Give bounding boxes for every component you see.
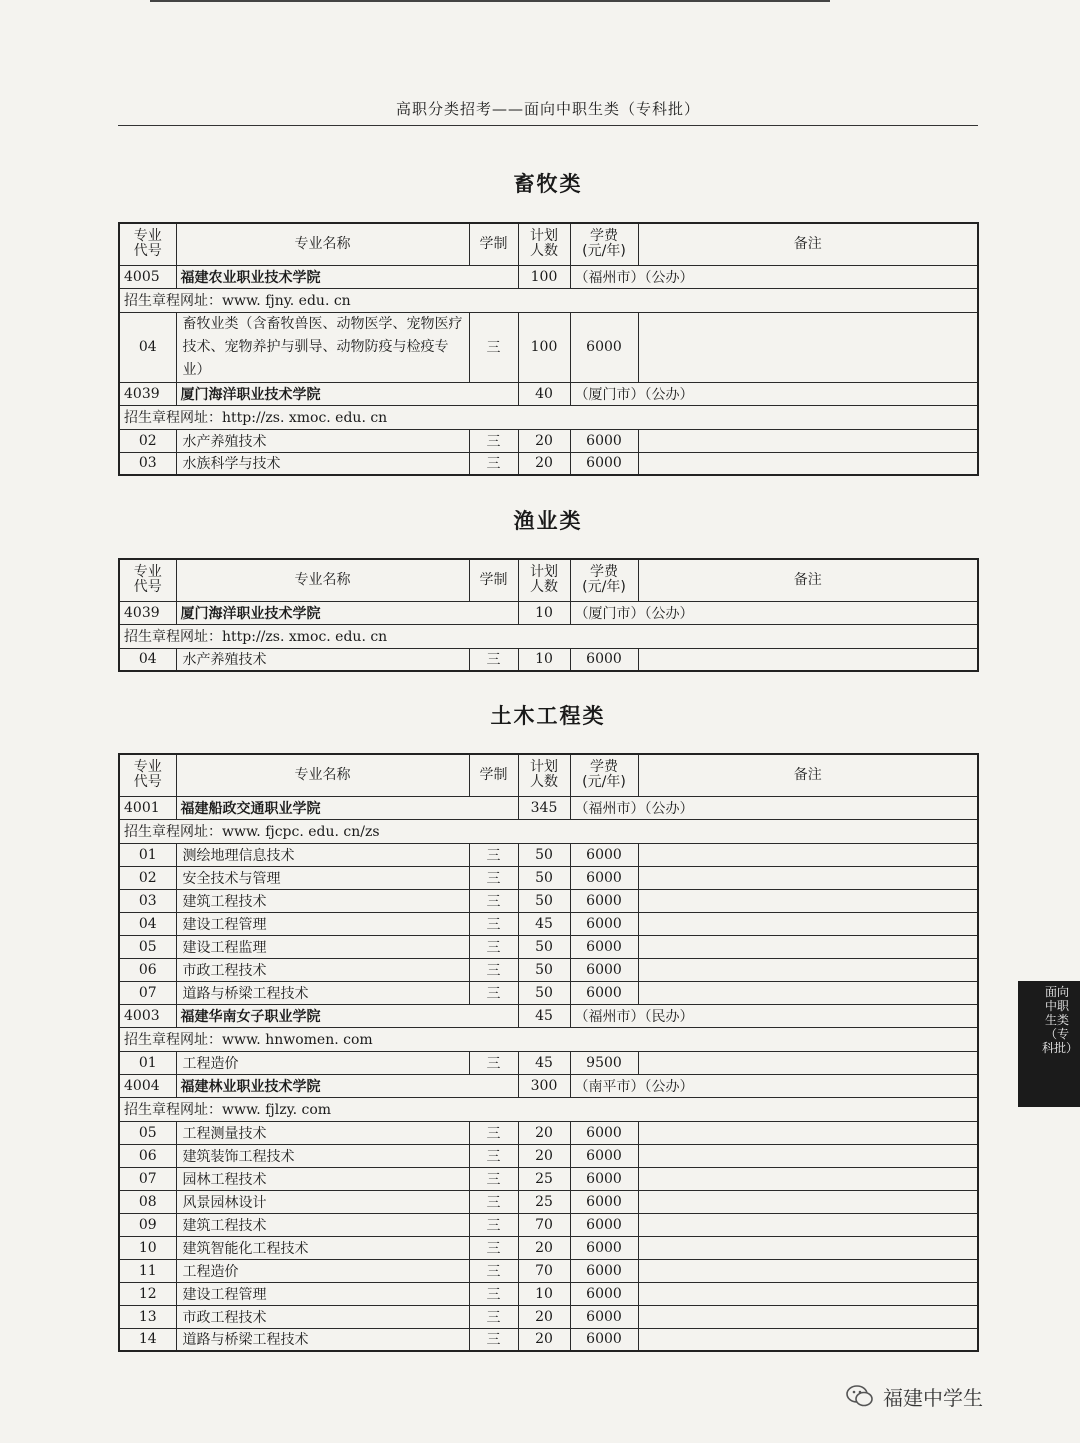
major-years: 三 (469, 1236, 518, 1259)
major-fee: 6000 (570, 1190, 638, 1213)
institution-location-type: （厦门市）（公办） (570, 601, 978, 624)
institution-plan: 100 (518, 265, 570, 288)
major-row (119, 981, 978, 1004)
side-tab-label: 面向中职生类 （专科批） (1042, 985, 1079, 1055)
major-row (119, 1213, 978, 1236)
major-fee: 6000 (570, 1121, 638, 1144)
header-name: 专业名称 (176, 754, 469, 796)
institution-code: 4001 (119, 796, 176, 819)
major-fee: 6000 (570, 1144, 638, 1167)
institution-row (119, 1074, 978, 1097)
major-note (638, 843, 978, 866)
major-note (638, 935, 978, 958)
major-fee: 6000 (570, 429, 638, 452)
institution-plan: 45 (518, 1004, 570, 1027)
major-years: 三 (469, 1282, 518, 1305)
major-years: 三 (469, 1190, 518, 1213)
major-note (638, 1121, 978, 1144)
major-name: 工程造价 (176, 1259, 469, 1282)
major-plan: 100 (518, 312, 570, 382)
major-fee: 6000 (570, 452, 638, 475)
major-note (638, 648, 978, 671)
major-years: 三 (469, 912, 518, 935)
major-years: 三 (469, 1167, 518, 1190)
major-years: 三 (469, 648, 518, 671)
major-fee: 6000 (570, 312, 638, 382)
major-note (638, 1236, 978, 1259)
major-years: 三 (469, 958, 518, 981)
major-years: 三 (469, 935, 518, 958)
major-name: 测绘地理信息技术 (176, 843, 469, 866)
major-code: 13 (119, 1305, 176, 1328)
section-title-civil-engineering: 土木工程类 (490, 704, 606, 728)
major-note (638, 1213, 978, 1236)
major-plan: 20 (518, 429, 570, 452)
major-note (638, 1190, 978, 1213)
header-plan: 计划 人数 (518, 754, 570, 796)
header-rule (118, 125, 978, 126)
side-tab (1018, 981, 1080, 1107)
institution-location-type: （福州市）（民办） (570, 1004, 978, 1027)
header-years: 学制 (469, 754, 518, 796)
major-name: 安全技术与管理 (176, 866, 469, 889)
section-title-fishery: 渔业类 (513, 509, 583, 533)
header-code: 专业 代号 (119, 754, 176, 796)
institution-location-type: （福州市）（公办） (570, 796, 978, 819)
watermark-text: 福建中学生 (883, 1385, 983, 1410)
major-plan: 20 (518, 1121, 570, 1144)
major-plan: 70 (518, 1213, 570, 1236)
major-years: 三 (469, 452, 518, 475)
major-plan: 20 (518, 1305, 570, 1328)
major-row (119, 1259, 978, 1282)
major-fee: 6000 (570, 1167, 638, 1190)
major-years: 三 (469, 981, 518, 1004)
major-name: 道路与桥梁工程技术 (176, 1328, 469, 1351)
institution-plan: 10 (518, 601, 570, 624)
institution-code: 4039 (119, 382, 176, 405)
major-fee: 9500 (570, 1051, 638, 1074)
major-fee: 6000 (570, 843, 638, 866)
major-row (119, 866, 978, 889)
institution-row (119, 796, 978, 819)
institution-name: 厦门海洋职业技术学院 (176, 601, 518, 624)
major-note (638, 1305, 978, 1328)
major-fee: 6000 (570, 958, 638, 981)
major-years: 三 (469, 1121, 518, 1144)
institution-url-row (119, 1097, 978, 1121)
institution-url: 招生章程网址：www. hnwomen. com (119, 1027, 978, 1051)
major-fee: 6000 (570, 1305, 638, 1328)
major-code: 10 (119, 1236, 176, 1259)
header-fee: 学费 (元/年) (570, 559, 638, 601)
major-note (638, 1051, 978, 1074)
major-plan: 50 (518, 843, 570, 866)
major-years: 三 (469, 1144, 518, 1167)
major-plan: 50 (518, 935, 570, 958)
header-note: 备注 (638, 559, 978, 601)
major-years: 三 (469, 866, 518, 889)
major-plan: 20 (518, 1144, 570, 1167)
institution-plan: 300 (518, 1074, 570, 1097)
major-fee: 6000 (570, 1259, 638, 1282)
major-name: 风景园林设计 (176, 1190, 469, 1213)
major-years: 三 (469, 1328, 518, 1351)
header-fee: 学费 (元/年) (570, 223, 638, 265)
table-fishery (118, 558, 979, 672)
institution-code: 4005 (119, 265, 176, 288)
major-code: 07 (119, 981, 176, 1004)
institution-url-row (119, 819, 978, 843)
institution-row (119, 265, 978, 288)
major-fee: 6000 (570, 1328, 638, 1351)
major-plan: 25 (518, 1167, 570, 1190)
major-name: 市政工程技术 (176, 958, 469, 981)
major-years: 三 (469, 429, 518, 452)
major-plan: 45 (518, 912, 570, 935)
major-note (638, 452, 978, 475)
header-row (119, 754, 978, 796)
major-row (119, 958, 978, 981)
major-row (119, 429, 978, 452)
major-row (119, 1167, 978, 1190)
watermark (845, 1378, 1055, 1414)
major-code: 08 (119, 1190, 176, 1213)
major-row (119, 1144, 978, 1167)
major-fee: 6000 (570, 1213, 638, 1236)
wechat-icon (845, 1381, 875, 1411)
major-note (638, 429, 978, 452)
institution-url: 招生章程网址：www. fjny. edu. cn (119, 288, 978, 312)
major-years: 三 (469, 1305, 518, 1328)
major-fee: 6000 (570, 1282, 638, 1305)
header-row (119, 559, 978, 601)
major-plan: 70 (518, 1259, 570, 1282)
major-note (638, 981, 978, 1004)
major-row (119, 912, 978, 935)
major-name: 水产养殖技术 (176, 648, 469, 671)
major-name: 建筑工程技术 (176, 889, 469, 912)
institution-url: 招生章程网址：http://zs. xmoc. edu. cn (119, 624, 978, 648)
major-name: 水产养殖技术 (176, 429, 469, 452)
major-plan: 50 (518, 981, 570, 1004)
major-code: 05 (119, 935, 176, 958)
header-name: 专业名称 (176, 559, 469, 601)
institution-name: 福建船政交通职业学院 (176, 796, 518, 819)
major-row (119, 1282, 978, 1305)
major-row (119, 1236, 978, 1259)
major-code: 14 (119, 1328, 176, 1351)
major-name: 园林工程技术 (176, 1167, 469, 1190)
major-note (638, 1167, 978, 1190)
major-row (119, 1190, 978, 1213)
institution-name: 福建华南女子职业学院 (176, 1004, 518, 1027)
major-name: 建筑工程技术 (176, 1213, 469, 1236)
running-head: 高职分类招考——面向中职生类（专科批） (395, 100, 700, 118)
major-name: 建设工程管理 (176, 912, 469, 935)
major-fee: 6000 (570, 981, 638, 1004)
major-code: 05 (119, 1121, 176, 1144)
major-code: 04 (119, 648, 176, 671)
major-years: 三 (469, 1051, 518, 1074)
header-years: 学制 (469, 559, 518, 601)
major-note (638, 312, 978, 382)
major-note (638, 1328, 978, 1351)
major-code: 12 (119, 1282, 176, 1305)
major-row (119, 648, 978, 671)
major-code: 07 (119, 1167, 176, 1190)
major-note (638, 912, 978, 935)
institution-plan: 345 (518, 796, 570, 819)
major-fee: 6000 (570, 912, 638, 935)
major-plan: 20 (518, 452, 570, 475)
header-plan: 计划 人数 (518, 559, 570, 601)
major-code: 04 (119, 912, 176, 935)
header-plan: 计划 人数 (518, 223, 570, 265)
institution-code: 4039 (119, 601, 176, 624)
major-code: 03 (119, 452, 176, 475)
major-years: 三 (469, 1213, 518, 1236)
major-row (119, 452, 978, 475)
major-name: 道路与桥梁工程技术 (176, 981, 469, 1004)
major-plan: 10 (518, 1282, 570, 1305)
major-row (119, 889, 978, 912)
institution-url: 招生章程网址：www. fjlzy. com (119, 1097, 978, 1121)
major-name: 建设工程管理 (176, 1282, 469, 1305)
major-plan: 50 (518, 889, 570, 912)
table-civil-engineering (118, 753, 979, 1352)
major-note (638, 1144, 978, 1167)
major-code: 02 (119, 429, 176, 452)
institution-code: 4003 (119, 1004, 176, 1027)
major-note (638, 866, 978, 889)
major-code: 01 (119, 1051, 176, 1074)
institution-location-type: （南平市）（公办） (570, 1074, 978, 1097)
major-plan: 25 (518, 1190, 570, 1213)
institution-url-row (119, 288, 978, 312)
major-years: 三 (469, 1259, 518, 1282)
major-code: 06 (119, 958, 176, 981)
header-note: 备注 (638, 223, 978, 265)
header-row (119, 223, 978, 265)
table-animal-husbandry (118, 222, 979, 476)
institution-location-type: （厦门市）（公办） (570, 382, 978, 405)
major-fee: 6000 (570, 935, 638, 958)
header-code: 专业 代号 (119, 223, 176, 265)
major-plan: 50 (518, 866, 570, 889)
institution-name: 厦门海洋职业技术学院 (176, 382, 518, 405)
major-row (119, 312, 978, 382)
major-note (638, 889, 978, 912)
major-name: 市政工程技术 (176, 1305, 469, 1328)
institution-row (119, 382, 978, 405)
institution-url-row (119, 624, 978, 648)
major-name: 工程造价 (176, 1051, 469, 1074)
major-code: 11 (119, 1259, 176, 1282)
major-name: 建筑装饰工程技术 (176, 1144, 469, 1167)
major-years: 三 (469, 843, 518, 866)
institution-url-row (119, 1027, 978, 1051)
major-code: 02 (119, 866, 176, 889)
major-name: 建筑智能化工程技术 (176, 1236, 469, 1259)
major-fee: 6000 (570, 1236, 638, 1259)
major-row (119, 1051, 978, 1074)
major-code: 09 (119, 1213, 176, 1236)
major-code: 01 (119, 843, 176, 866)
major-name: 建设工程监理 (176, 935, 469, 958)
major-plan: 20 (518, 1328, 570, 1351)
major-plan: 50 (518, 958, 570, 981)
major-code: 04 (119, 312, 176, 382)
major-note (638, 1259, 978, 1282)
institution-name: 福建农业职业技术学院 (176, 265, 518, 288)
header-years: 学制 (469, 223, 518, 265)
major-years: 三 (469, 889, 518, 912)
major-fee: 6000 (570, 648, 638, 671)
institution-row (119, 1004, 978, 1027)
major-code: 03 (119, 889, 176, 912)
major-row (119, 843, 978, 866)
major-fee: 6000 (570, 866, 638, 889)
institution-location-type: （福州市）（公办） (570, 265, 978, 288)
header-fee: 学费 (元/年) (570, 754, 638, 796)
major-years: 三 (469, 312, 518, 382)
major-plan: 45 (518, 1051, 570, 1074)
institution-url-row (119, 405, 978, 429)
major-row (119, 935, 978, 958)
major-name: 工程测量技术 (176, 1121, 469, 1144)
top-border-line (150, 0, 830, 2)
header-name: 专业名称 (176, 223, 469, 265)
major-row (119, 1328, 978, 1351)
institution-code: 4004 (119, 1074, 176, 1097)
major-name: 畜牧业类（含畜牧兽医、动物医学、宠物医疗技术、宠物养护与驯导、动物防疫与检疫专业） (176, 312, 469, 382)
institution-plan: 40 (518, 382, 570, 405)
institution-url: 招生章程网址：http://zs. xmoc. edu. cn (119, 405, 978, 429)
institution-url: 招生章程网址：www. fjcpc. edu. cn/zs (119, 819, 978, 843)
major-note (638, 958, 978, 981)
major-code: 06 (119, 1144, 176, 1167)
major-row (119, 1121, 978, 1144)
major-plan: 10 (518, 648, 570, 671)
header-code: 专业 代号 (119, 559, 176, 601)
header-note: 备注 (638, 754, 978, 796)
major-plan: 20 (518, 1236, 570, 1259)
major-fee: 6000 (570, 889, 638, 912)
institution-name: 福建林业职业技术学院 (176, 1074, 518, 1097)
section-title-animal-husbandry: 畜牧类 (513, 172, 583, 196)
institution-row (119, 601, 978, 624)
major-name: 水族科学与技术 (176, 452, 469, 475)
major-note (638, 1282, 978, 1305)
major-row (119, 1305, 978, 1328)
